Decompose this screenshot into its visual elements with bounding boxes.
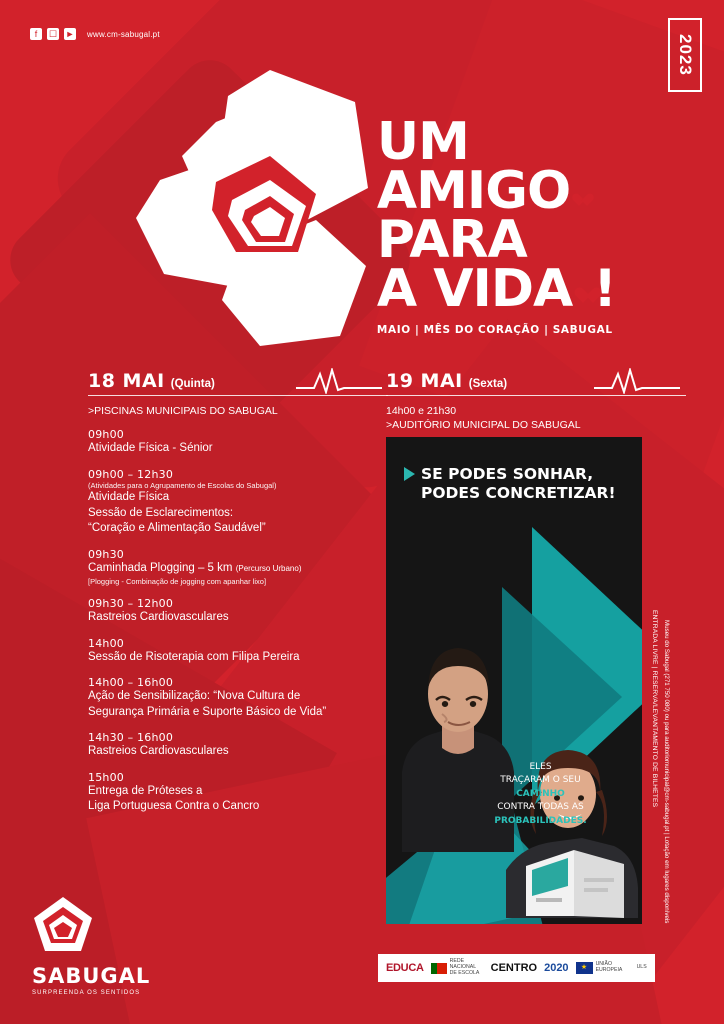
event-time: 09h00 — [88, 428, 124, 442]
youtube-icon[interactable]: ► — [65, 28, 75, 39]
day-number-18: 18 MAI — [88, 370, 165, 392]
flyer-claim — [478, 761, 603, 829]
ecg-line-icon — [296, 368, 382, 394]
event-time: 09h30 — [88, 547, 124, 561]
sabugal-tagline: SURPREENDA OS SENTIDOS — [32, 990, 141, 996]
day-header-18 — [88, 370, 388, 396]
headline-line-4-text: A VIDA — [376, 258, 573, 319]
event-time: 09h30 – 12h00 — [88, 597, 174, 611]
flyer-title-line-1: SE PODES SONHAR, — [421, 465, 594, 483]
venue-19-time: 14h00 e 21h30 — [386, 405, 457, 417]
partner-educa-label: EDUCA — [386, 962, 424, 974]
partner-portugal-2020 — [544, 962, 568, 974]
partner-educa — [386, 962, 424, 974]
event-title-2: Segurança Primária e Suporte Básico de Vida” — [88, 705, 327, 718]
poster-headline — [376, 112, 616, 336]
event-item — [88, 428, 388, 457]
partner-centro — [491, 962, 537, 974]
headline-exclamation: ! — [593, 258, 616, 319]
day-number-19: 19 MAI — [386, 370, 463, 392]
headline-subtitle: MAIO | MÊS DO CORAÇÃO | SABUGAL — [376, 323, 613, 336]
flyer-title — [404, 465, 630, 503]
ticket-contact-vertical: Museu do Sabugal (271 750 080) ou para auditoriomunicipal@cm-sabugal.pt | Lotação em lugares disponíveis — [663, 620, 670, 924]
event-note: (Atividades para o Agrupamento de Escolas do Sabugal) — [88, 480, 277, 490]
headline-line-3: PARA — [376, 209, 527, 270]
partner-logos-bar — [378, 954, 655, 982]
sabugal-logo — [32, 895, 150, 996]
day-column-19-mai — [386, 370, 686, 432]
flyer-claim-line-4: CONTRA TODAS AS — [497, 802, 584, 812]
social-bar — [30, 28, 160, 40]
event-title: Atividade Física - Sénior — [88, 442, 213, 455]
flyer-claim-line-3: CAMINHO — [516, 788, 565, 799]
partner-2020-label: 2020 — [544, 962, 569, 974]
venue-18: >PISCINAS MUNICIPAIS DO SABUGAL — [88, 405, 278, 417]
event-title: Rastreios Cardiovasculares — [88, 611, 229, 624]
day-weekday-19: (Sexta) — [468, 378, 508, 390]
website-url[interactable]: www.cm-sabugal.pt — [87, 29, 160, 39]
year-badge: 2023 — [668, 18, 702, 92]
facebook-icon[interactable]: f — [30, 28, 42, 40]
heart-icon — [572, 194, 587, 208]
event-title: Entrega de Próteses a — [88, 784, 203, 797]
headline-line-1: UM — [376, 112, 469, 172]
events-list-18 — [88, 428, 388, 815]
event-title-2: Liga Portuguesa Contra o Cancro — [88, 800, 260, 813]
event-item — [88, 637, 388, 666]
partner-rede-escolas — [431, 959, 484, 976]
event-time: 15h00 — [88, 770, 124, 784]
partner-centro-label: CENTRO — [490, 962, 538, 974]
event-time: 14h00 — [88, 636, 124, 650]
instagram-icon[interactable]: ☐ — [48, 28, 58, 39]
event-note: [Plogging - Combinação de jogging com apanhar lixo] — [88, 576, 267, 586]
play-triangle-icon — [404, 467, 415, 481]
headline-line-2-text: AMIGO — [376, 160, 571, 221]
event-title-text: Caminhada Plogging – 5 km — [88, 561, 233, 574]
event-title: Rastreios Cardiovasculares — [88, 745, 229, 758]
partner-european-union — [576, 962, 630, 974]
event-item — [88, 676, 388, 720]
flyer-claim-line-5: PROBABILIDADES. — [494, 815, 587, 826]
heart-icon-2 — [574, 288, 593, 306]
partner-rede-escolas-label: REDE NACIONAL DE ESCOLA — [449, 958, 480, 976]
event-title: Ação de Sensibilização: “Nova Cultura de — [88, 690, 301, 703]
ecg-line-icon-2 — [594, 368, 680, 394]
eu-flag-icon — [576, 962, 593, 974]
flyer-claim-line-1: ELES — [529, 761, 552, 772]
event-time: 14h30 – 16h00 — [88, 731, 174, 745]
sabugal-brand-name: SABUGAL — [32, 964, 151, 988]
event-item — [88, 548, 388, 586]
day-weekday-18: (Quinta) — [170, 378, 215, 390]
day-column-18-mai — [88, 370, 388, 826]
heart-flower-logo — [120, 60, 400, 365]
event-title: Atividade Física — [88, 491, 170, 504]
event-title-note: (Percurso Urbano) — [235, 563, 302, 573]
ticket-info-vertical: ENTRADA LIVRE | RESERVA/LEVANTAMENTO DE BILHETES — [650, 610, 658, 808]
event-time: 14h00 – 16h00 — [88, 676, 174, 690]
event-title: Sessão de Risoterapia com Filipa Pereira — [88, 650, 300, 663]
event-flyer-image — [386, 437, 642, 924]
sabugal-mark-icon — [32, 895, 94, 953]
event-title-3: “Coração e Alimentação Saudável” — [88, 522, 266, 535]
headline-line-2 — [376, 160, 616, 221]
event-time: 09h00 – 12h30 — [88, 467, 174, 481]
partner-uls — [637, 965, 647, 971]
venue-19: >AUDITÓRIO MUNICIPAL DO SABUGAL — [386, 419, 581, 432]
partner-uls-label: ULS — [636, 964, 647, 971]
flyer-title-line-2: PODES CONCRETIZAR! — [421, 483, 616, 502]
event-item — [88, 468, 388, 537]
event-item — [88, 771, 388, 815]
flyer-claim-line-2: TRAÇARAM O SEU — [500, 775, 581, 785]
event-item — [88, 731, 388, 760]
headline-line-4 — [376, 258, 616, 319]
portugal-flag-icon — [431, 963, 447, 974]
partner-eu-label: UNIÃO EUROPEIA — [595, 961, 623, 973]
event-item — [88, 597, 388, 626]
event-title-2: Sessão de Esclarecimentos: — [88, 506, 234, 519]
event-title — [88, 561, 388, 577]
day-header-19 — [386, 370, 686, 396]
